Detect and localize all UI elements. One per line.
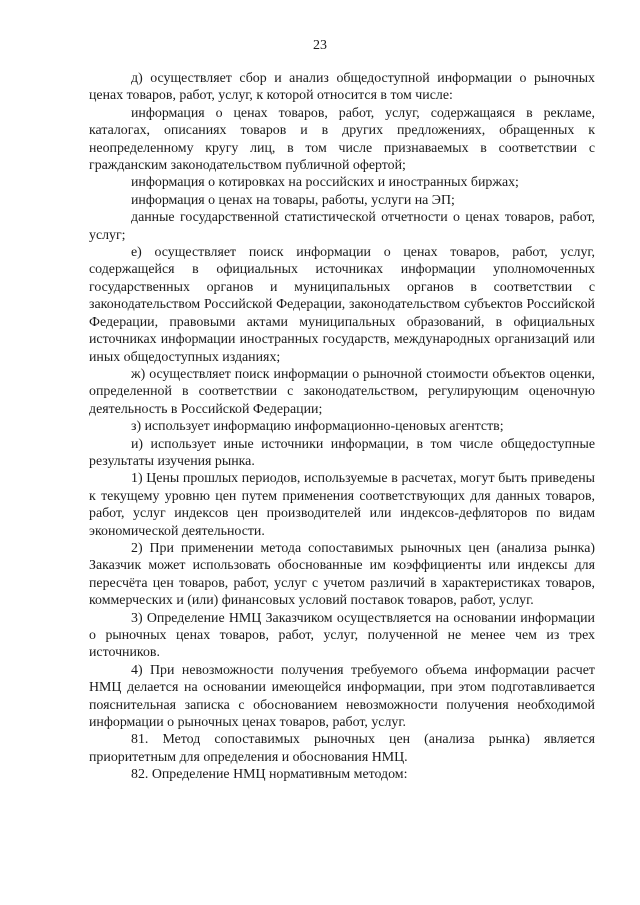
page-number: 23 [313, 38, 327, 53]
paragraph-z: з) использует информацию информационно-ценовых агентств; [131, 419, 504, 435]
paragraph-zh: ж) осуществляет поиск информации о рыночной стоимости объектов оценки, определенной в соответствии с законодательством, регулирующим оценочную деятельность в Российской Федерации; [89, 366, 595, 417]
paragraph-e: е) осуществляет поиск информации о ценах товаров, работ, услуг, содержащейся в официальных источниках информации уполномоченных государственных органов и муниципальных органов в соответствии с законодательством Российской Федерации, законодательством субъектов Российской Федерации, правовыми актами муниципальных образований, в официальных источниках информации иностранных государств, международных организаций или иных общедоступных изданиях; [89, 245, 595, 365]
paragraph-exchange-quotes: информация о котировках на российских и иностранных биржах; [131, 175, 519, 191]
paragraph-i: и) использует иные источники информации, в том числе общедоступные результаты изучения рынка. [89, 436, 595, 469]
paragraph-4: 4) При невозможности получения требуемого объема информации расчет НМЦ делается на основании имеющейся информации, при этом подготавливается пояснительная записка с обоснованием невозможности получения необходимой информации о рыночных ценах товаров, работ, услуг. [89, 662, 595, 731]
paragraph-advertising-info: информация о ценах товаров, работ, услуг, содержащаяся в рекламе, каталогах, описаниях товаров и в других предложениях, обращенных к неопределенному кругу лиц, в том числе признаваемых в соответствии с гражданским законодательством публичной офертой; [89, 105, 595, 174]
paragraph-d: д) осуществляет сбор и анализ общедоступной информации о рыночных ценах товаров, работ, услуг, к которой относится в том числе: [89, 71, 595, 104]
paragraph-2: 2) При применении метода сопоставимых рыночных цен (анализа рынка) Заказчик может использовать обоснованные им коэффициенты или индексы для пересчёта цен товаров, работ, услуг с учетом различий в характеристиках товаров, коммерческих и (или) финансовых условий поставок товаров, работ, услуг. [89, 540, 595, 609]
paragraph-statistics: данные государственной статистической отчетности о ценах товаров, работ, услуг; [89, 210, 595, 243]
paragraph-1: 1) Цены прошлых периодов, используемые в расчетах, могут быть приведены к текущему уровню цен путем применения соответствующих для данных товаров, работ, услуг индексов цен производителей или индексов-дефляторов по видам экономической деятельности. [89, 471, 595, 539]
paragraph-ep-prices: информация о ценах на товары, работы, услуги на ЭП; [131, 192, 455, 208]
paragraph-3: 3) Определение НМЦ Заказчиком осуществляется на основании информации о рыночных ценах товаров, работ, услуг, полученной не менее чем из трех источников. [89, 610, 595, 661]
paragraph-82: 82. Определение НМЦ нормативным методом: [131, 767, 408, 783]
paragraph-81: 81. Метод сопоставимых рыночных цен (анализа рынка) является приоритетным для определения и обоснования НМЦ. [89, 732, 595, 765]
document-body [89, 70, 595, 784]
